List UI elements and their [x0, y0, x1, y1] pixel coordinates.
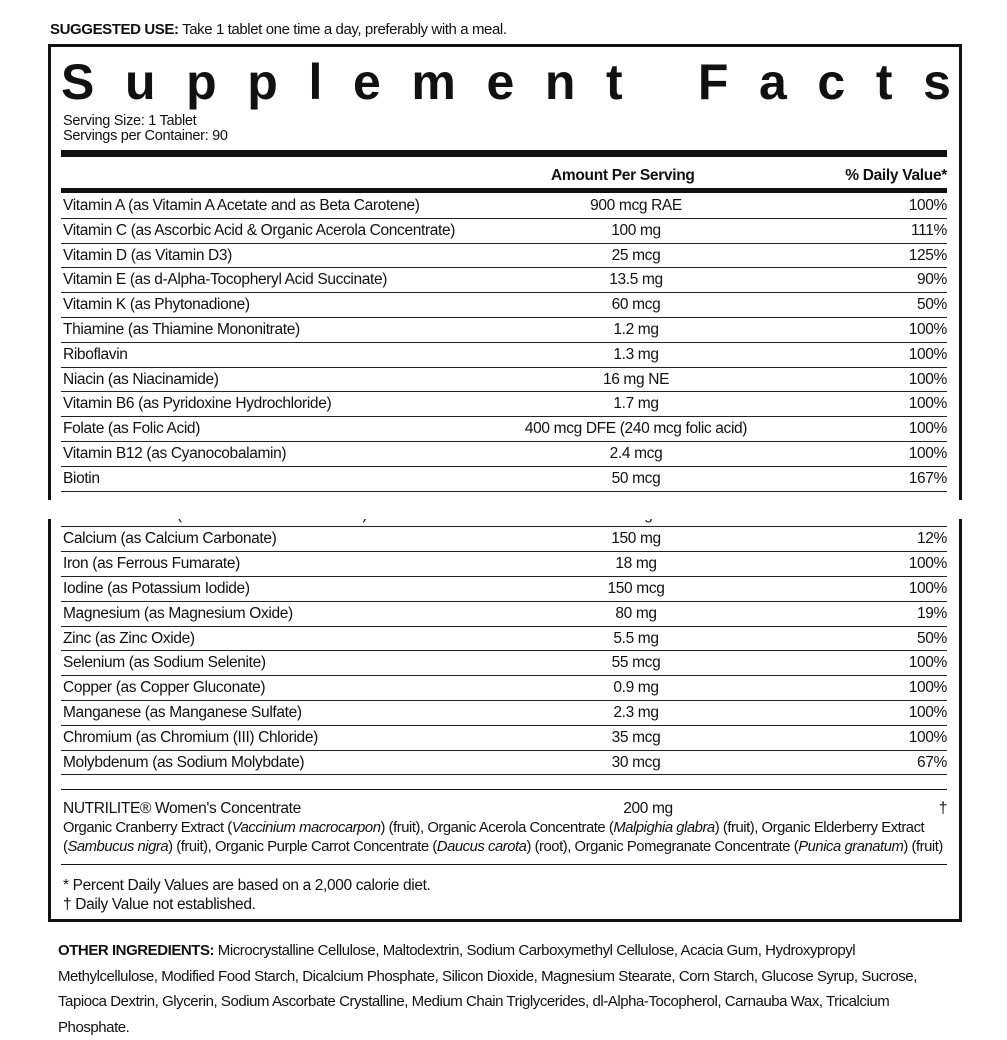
title-letter: m: [411, 54, 456, 110]
nutrient-amount: 16 mg NE: [602, 370, 670, 388]
nutrient-amount: 13.5 mg: [609, 271, 663, 289]
panel-title: [61, 53, 951, 111]
table-row: [61, 368, 947, 393]
table-row: [61, 527, 947, 552]
nutrient-daily-value: 100%: [908, 679, 947, 697]
title-space: [653, 53, 667, 111]
nutrient-amount: 2.4 mcg: [609, 445, 663, 462]
latin-name: Punica granatum: [798, 839, 904, 855]
nutrient-daily-value: 100%: [908, 728, 947, 746]
table-row: [61, 268, 947, 293]
nutrilite-dv: †: [938, 800, 947, 817]
nutrilite-divider: [61, 789, 947, 790]
ingredient-text: Organic Cranberry Extract (: [63, 820, 232, 836]
table-row: [61, 577, 947, 602]
nutrient-daily-value: 100%: [908, 321, 947, 338]
nutrient-daily-value: 100%: [908, 445, 947, 462]
nutrient-name: Iron (as Ferrous Fumarate): [63, 555, 240, 573]
nutrient-amount: 1.7 mg: [613, 395, 659, 413]
footnote-divider: [61, 864, 947, 865]
footnotes: [63, 876, 431, 914]
ingredient-text: ) (fruit), Organic Acerola Concentrate (: [380, 820, 614, 836]
nutrilite-amount: 200 mg: [623, 800, 673, 817]
nutrient-daily-value: 100%: [908, 654, 947, 672]
column-header-daily-value: % Daily Value*: [845, 167, 947, 184]
panel-break: [47, 500, 963, 519]
nutrient-daily-value: 100%: [908, 555, 947, 573]
title-letter: e: [486, 54, 515, 110]
nutrient-daily-value: 50%: [917, 629, 947, 647]
supplement-facts-panel: [48, 44, 962, 922]
ingredient-text: ) (fruit), Organic Purple Carrot Concentrate (: [168, 839, 437, 855]
other-ingredients: [58, 938, 958, 1040]
column-header-amount: Amount Per Serving: [551, 167, 695, 184]
table-row: [61, 701, 947, 726]
nutrient-daily-value: 12%: [917, 530, 947, 548]
nutrient-daily-value: 100%: [908, 420, 947, 438]
title-letter: a: [758, 54, 787, 110]
title-letter: u: [124, 54, 156, 110]
thick-divider: [61, 150, 947, 157]
title-letter: c: [817, 54, 846, 110]
table-row: [61, 194, 947, 219]
suggested-use-text: Take 1 tablet one time a day, preferably with a meal.: [178, 21, 507, 38]
nutrient-daily-value: 167%: [908, 469, 947, 487]
title-letter: p: [247, 54, 278, 110]
title-letter: n: [544, 54, 576, 110]
nutrient-daily-value: 100%: [908, 345, 947, 363]
nutrient-name: Niacin (as Niacinamide): [63, 370, 219, 388]
nutrient-daily-value: 100%: [908, 580, 947, 597]
table-row: [61, 676, 947, 701]
nutrient-name: Zinc (as Zinc Oxide): [63, 629, 195, 647]
ingredient-text: ) (root), Organic Pomegranate Concentrate (: [526, 839, 799, 855]
title-letter: l: [308, 54, 323, 110]
nutrient-amount: 100 mg: [611, 221, 661, 239]
nutrient-name: Manganese (as Manganese Sulfate): [63, 704, 302, 721]
ingredient-text: ) (fruit), Organic Elderberry Extract (: [63, 820, 925, 855]
nutrient-amount: 50 mcg: [611, 469, 661, 487]
title-letter: s: [923, 54, 951, 110]
nutrient-name: Vitamin D (as Vitamin D3): [63, 246, 232, 264]
nutrient-amount: 900 mcg RAE: [590, 197, 682, 214]
nutrient-name: Vitamin A (as Vitamin A Acetate and as Beta Carotene): [63, 197, 420, 214]
nutrient-daily-value: 67%: [917, 753, 947, 771]
nutrient-name: Biotin: [63, 469, 100, 487]
nutrient-amount: 0.9 mg: [613, 679, 659, 697]
title-letter: p: [186, 54, 217, 110]
nutrient-amount: 1.3 mg: [613, 345, 659, 363]
table-row: [61, 219, 947, 244]
nutrient-amount: 2.3 mg: [613, 704, 659, 721]
nutrient-daily-value: 90%: [917, 271, 947, 289]
nutrient-daily-value: 100%: [908, 197, 947, 214]
latin-name: Daucus carota: [436, 839, 527, 855]
nutrient-name: Vitamin B6 (as Pyridoxine Hydrochloride): [63, 395, 332, 413]
table-row: [61, 318, 947, 343]
ingredient-text: ) (fruit): [903, 839, 943, 855]
nutrient-amount: 18 mg: [615, 555, 657, 573]
nutrient-daily-value: 100%: [908, 704, 947, 721]
other-ingredients-text: Microcrystalline Cellulose, Maltodextrin, Sodium Carboxymethyl Cellulose, Acacia Gum, Hydroxypropyl Methylcellulose, Modified Food Starch, Dicalcium Phosphate, Silicon Dioxide, Magnesium Stearate, Corn Starch, Glucose Syrup, Sucrose, Tapioca Dextrin, Glycerin, Sodium Ascorbate Crystalline, Medium Chain Triglycerides, dl-Alpha-Tocopherol, Carnauba Wax, Tricalcium Phosphate.: [58, 942, 917, 1036]
nutrient-amount: 25 mcg: [611, 246, 661, 264]
latin-name: Vaccinium macrocarpon: [231, 820, 381, 836]
servings-per-container: Servings per Container: 90: [63, 128, 228, 144]
header-divider: [61, 188, 947, 193]
nutrient-name: Riboflavin: [63, 345, 128, 363]
nutrient-daily-value: 111%: [911, 221, 947, 239]
table-row: [61, 392, 947, 417]
nutrient-name: Chromium (as Chromium (III) Chloride): [63, 728, 318, 746]
table-row: [61, 602, 947, 627]
nutrient-amount: 30 mcg: [611, 753, 661, 771]
table-row: [61, 726, 947, 751]
title-letter: e: [352, 54, 381, 110]
nutrient-amount: 150 mg: [611, 530, 661, 548]
nutrient-amount: 60 mcg: [611, 296, 661, 314]
suggested-use-label: SUGGESTED USE:: [50, 21, 179, 38]
nutrient-amount: 80 mg: [615, 604, 657, 622]
title-letter: t: [875, 54, 893, 110]
nutrilite-section: [63, 799, 947, 857]
title-letter: F: [697, 54, 729, 110]
nutrient-daily-value: 19%: [917, 604, 947, 622]
table-row: [61, 293, 947, 318]
nutrilite-name: NUTRILITE® Women's Concentrate: [63, 800, 301, 817]
nutrient-daily-value: 125%: [908, 246, 947, 264]
nutrient-name: Magnesium (as Magnesium Oxide): [63, 604, 293, 622]
nutrient-name: Vitamin E (as d-Alpha-Tocopheryl Acid Succinate): [63, 271, 388, 289]
nutrient-name: Vitamin K (as Phytonadione): [63, 296, 250, 314]
table-row: [61, 552, 947, 577]
nutrient-name: Vitamin B12 (as Cyanocobalamin): [63, 445, 287, 462]
table-row: [61, 244, 947, 269]
nutrient-amount: 35 mcg: [611, 728, 661, 746]
nutrient-name: Vitamin C (as Ascorbic Acid & Organic Acerola Concentrate): [63, 221, 456, 239]
nutrient-amount: 400 mcg DFE (240 mcg folic acid): [524, 420, 748, 438]
table-row: [61, 651, 947, 676]
title-letter: S: [61, 54, 95, 110]
suggested-use: [50, 20, 990, 40]
footnote-not-established: † Daily Value not established.: [63, 896, 256, 913]
nutrient-amount: 55 mcg: [611, 654, 661, 672]
table-row: [61, 467, 947, 492]
nutrilite-ingredients: [63, 819, 943, 857]
nutrient-name: Calcium (as Calcium Carbonate): [63, 530, 277, 548]
table-row: [61, 751, 947, 776]
nutrient-amount: 150 mcg: [607, 580, 665, 597]
nutrient-name: Folate (as Folic Acid): [63, 420, 201, 438]
nutrient-name: Selenium (as Sodium Selenite): [63, 654, 266, 672]
nutrient-name: Copper (as Copper Gluconate): [63, 679, 266, 697]
nutrient-amount: 5.5 mg: [613, 629, 659, 647]
nutrient-name: Iodine (as Potassium Iodide): [63, 580, 250, 597]
nutrient-amount: 1.2 mg: [613, 321, 659, 338]
nutrient-daily-value: 50%: [917, 296, 947, 314]
table-row: [61, 442, 947, 467]
latin-name: Malpighia glabra: [613, 820, 715, 836]
nutrient-name: Molybdenum (as Sodium Molybdate): [63, 753, 305, 771]
nutrient-daily-value: 100%: [908, 395, 947, 413]
title-letter: t: [606, 54, 623, 110]
nutrient-name: Thiamine (as Thiamine Mononitrate): [63, 321, 300, 338]
table-row: [61, 417, 947, 442]
other-ingredients-label: OTHER INGREDIENTS:: [58, 942, 215, 959]
serving-size: Serving Size: 1 Tablet: [63, 113, 197, 129]
footnote-daily-values: * Percent Daily Values are based on a 2,000 calorie diet.: [63, 877, 431, 894]
table-row: [61, 627, 947, 652]
nutrient-daily-value: 100%: [908, 370, 947, 388]
table-row: [61, 343, 947, 368]
latin-name: Sambucus nigra: [67, 839, 169, 855]
